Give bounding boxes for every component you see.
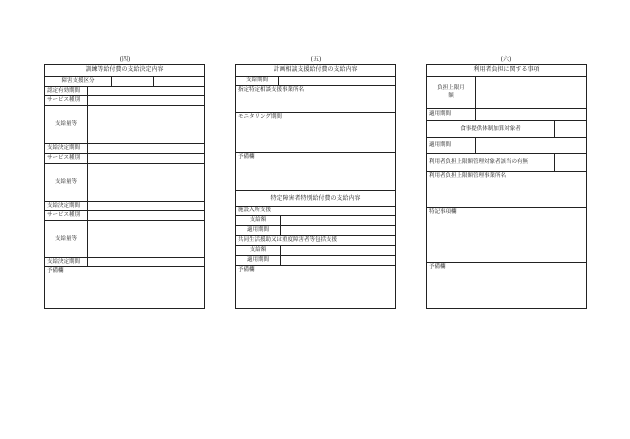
meal-addition-label: 食事提供体制加算対象者 — [460, 125, 521, 132]
monthly-cap-label: 負担上限月額 — [437, 85, 465, 99]
special-notes-label: 特記事項欄 — [429, 209, 457, 215]
section-5-table — [235, 64, 396, 309]
special-benefit-title: 特定障害者特別給付費の支給内容 — [236, 191, 395, 207]
remarks-label-5b: 予備欄 — [238, 267, 255, 273]
cert-period-label: 認定有効期間 — [47, 88, 81, 94]
application-period-label-2: 適用期間 — [246, 257, 269, 263]
disability-category-row — [45, 76, 204, 87]
amount-row-2 — [45, 164, 204, 202]
amount-label-2: 支給量等 — [54, 179, 77, 185]
payment-period-row — [236, 76, 395, 86]
amount-label-3: 支給量等 — [54, 235, 77, 242]
application-period-row-2 — [236, 256, 395, 266]
remarks-label-6: 予備欄 — [429, 264, 446, 270]
payment-amount-label-2: 支給額 — [249, 247, 267, 253]
application-period-row-6b — [427, 138, 586, 154]
decision-period-label-3: 支給決定期間 — [47, 259, 81, 265]
application-period-label-6a: 適用期間 — [429, 111, 452, 117]
decision-period-row-2 — [45, 202, 204, 211]
cap-mgmt-eligibility-row — [427, 154, 586, 172]
decision-period-row-3 — [45, 258, 204, 267]
application-period-row-1 — [236, 226, 395, 236]
amount-row-3 — [45, 221, 204, 258]
service-type-row-3 — [45, 211, 204, 221]
section-number-4: (四) — [119, 56, 131, 63]
decision-period-row-1 — [45, 144, 204, 154]
designated-provider-label: 指定特定相談支援事業所名 — [238, 87, 305, 93]
facility-support-label: 施設入所支援 — [238, 207, 272, 213]
group-home-row — [236, 236, 395, 246]
application-period-label-1: 適用期間 — [246, 227, 269, 233]
payment-period-label: 支給期間 — [245, 77, 268, 83]
cap-mgmt-provider-row — [427, 172, 586, 208]
remarks-label-5a: 予備欄 — [238, 154, 255, 160]
remarks-row-4 — [45, 267, 204, 308]
meal-addition-row — [427, 121, 586, 138]
group-home-label: 共同生活援助又は重度障害者等包括支援 — [238, 237, 338, 243]
service-type-label-1: サービス種別 — [47, 97, 81, 103]
payment-amount-row-2 — [236, 246, 395, 256]
section-5-title: 計画相談支援給付費の支給内容 — [236, 65, 395, 77]
remarks-label-4: 予備欄 — [47, 268, 64, 274]
monitoring-period-label: モニタリング期間 — [238, 114, 282, 120]
monitoring-period-row — [236, 113, 395, 153]
section-6-table — [426, 64, 587, 309]
decision-period-label-2: 支給決定期間 — [47, 203, 81, 209]
service-type-label-2: サービス種別 — [47, 155, 81, 161]
service-type-row-1 — [45, 96, 204, 106]
section-6-title: 利用者負担に関する事項 — [427, 65, 586, 77]
section-4-table — [44, 64, 205, 309]
cap-mgmt-provider-label: 利用者負担上限額管理事業所名 — [429, 173, 507, 179]
service-type-label-3: サービス種別 — [47, 212, 81, 218]
application-period-row-6a — [427, 109, 586, 121]
cap-mgmt-eligibility-label: 利用者負担上限額管理対象者該当の有無 — [429, 159, 529, 165]
service-type-row-2 — [45, 154, 204, 164]
cert-period-row — [45, 87, 204, 96]
remarks-row-5a — [236, 153, 395, 191]
decision-period-label-1: 支給決定期間 — [47, 145, 81, 151]
payment-amount-label-1: 支給額 — [249, 217, 267, 223]
amount-row-1 — [45, 106, 204, 144]
remarks-row-5b — [236, 266, 395, 308]
payment-amount-row-1 — [236, 216, 395, 226]
remarks-row-6 — [427, 263, 586, 308]
section-number-5: (五) — [310, 56, 322, 63]
section-4-title: 訓練等給付費の支給決定内容 — [45, 65, 204, 77]
special-notes-row — [427, 208, 586, 263]
amount-label-1: 支給量等 — [54, 121, 77, 127]
facility-support-row — [236, 206, 395, 216]
monthly-cap-row — [427, 76, 586, 109]
designated-provider-row — [236, 86, 395, 113]
application-period-label-6b: 適用期間 — [429, 142, 452, 148]
disability-category-label: 障害支援区分 — [61, 77, 95, 84]
section-number-6: (六) — [500, 56, 512, 63]
